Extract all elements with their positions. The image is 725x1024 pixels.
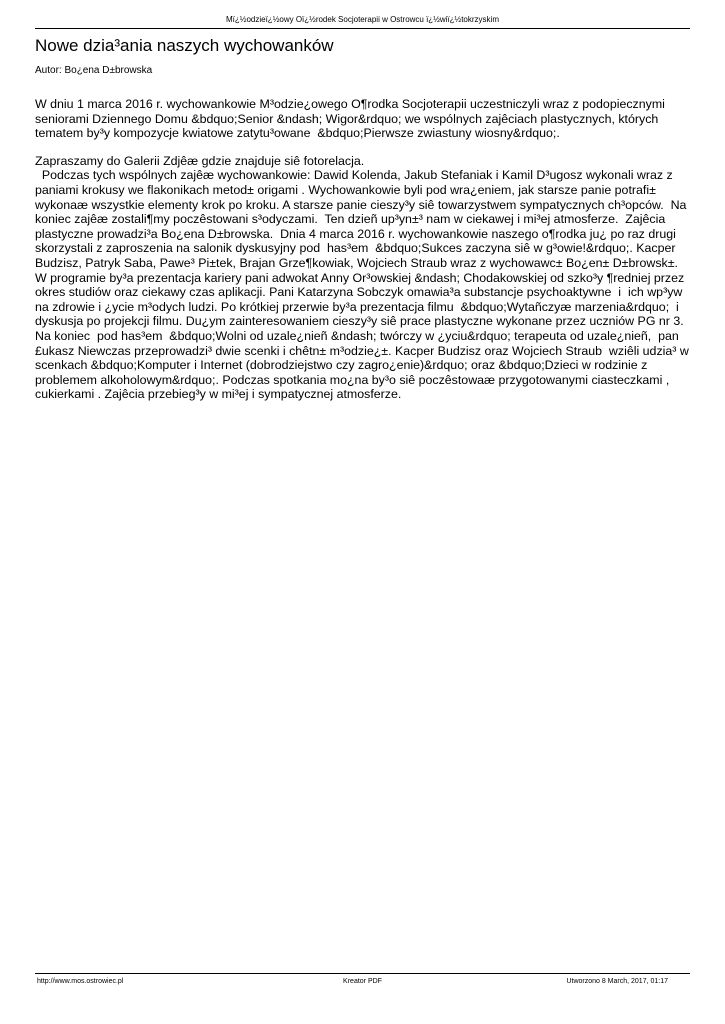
- footer-created-date: Utworzono 8 March, 2017, 01:17: [566, 978, 668, 985]
- footer-generator: Kreator PDF: [343, 978, 382, 985]
- footer-url[interactable]: http://www.mos.ostrowiec.pl: [37, 978, 124, 985]
- footer-divider: [35, 973, 690, 974]
- article-paragraph: Zapraszamy do Galerii Zdjêæ gdzie znajduje siê fotorelacja. Podczas tych wspólnych zajêæ wychowankowie: Dawid Kolenda, Jakub Stefaniak i Kamil D³ugosz wykonali wraz z paniami krokusy we flakonikach metod± origami . Wychowankowie byli pod wra¿eniem, jak starsze panie potrafi± wykonaæ wszystkie elementy krok po kroku. A starsze panie cieszy³y siê towarzystwem sympatycznych ch³opców. Na koniec zajêæ zostali¶my poczêstowani s³odyczami. Ten dzieñ up³yn±³ nam w ciekawej i mi³ej atmosferze. Zajêcia plastyczne prowadzi³a Bo¿ena D±browska. Dnia 4 marca 2016 r. wychowankowie naszego o¶rodka ju¿ po raz drugi skorzystali z zaproszenia na salonik dyskusyjny pod has³em &bdquo;Sukces zaczyna siê w g³owie!&rdquo;. Kacper Budzisz, Patryk Saba, Pawe³ Pi±tek, Brajan Grze¶kowiak, Wojciech Straub wraz z wychowawc± Bo¿en± D±browsk±. W programie by³a prezentacja kariery pani adwokat Anny Or³owskiej &ndash; Chodakowskiej od szko³y ¶redniej przez okres studiów oraz ciekawy czas aplikacji. Pani Katarzyna Sobczyk omawia³a substancje psychoaktywne i ich wp³yw na zdrowie i ¿ycie m³odych ludzi. Po krótkiej przerwie by³a prezentacja filmu &bdquo;Wytañczyæ marzenia&rdquo; i dyskusja po projekcji filmu. Du¿ym zainteresowaniem cieszy³y siê prace plastyczne wykonane przez uczniów PG nr 3. Na koniec pod has³em &bdquo;Wolni od uzale¿nieñ &ndash; twórczy w ¿yciu&rdquo; terapeuta od uzale¿nieñ, pan £ukasz Niewczas przeprowadzi³ dwie scenki i chêtn± m³odzie¿±. Kacper Budzisz oraz Wojciech Straub wziêli udzia³ w scenkach &bdquo;Komputer i Internet (dobrodziejstwo czy zagro¿enie)&rdquo; oraz &bdquo;Dzieci w rodzinie z problemem alkoholowym&rdquo;. Podczas spotkania mo¿na by³o siê poczêstowaæ przygotowanymi ciasteczkami , cukierkami . Zajêcia przebieg³y w mi³ej i sympatycznej atmosferze.: [35, 153, 689, 402]
- article-paragraph: W dniu 1 marca 2016 r. wychowankowie M³odzie¿owego O¶rodka Socjoterapii uczestniczyli wraz z podopiecznymi seniorami Dziennego Domu &bdquo;Senior &ndash; Wigor&rdquo; we wspólnych zajêciach plastycznych, których tematem by³y kompozycje kwiatowe zatytu³owane &bdquo;Pierwsze zwiastuny wiosny&rdquo;.: [35, 97, 669, 141]
- page-footer: [35, 977, 690, 987]
- running-header: Mï¿½odzieï¿½owy Oï¿½rodek Socjoterapii w Ostrowcu ï¿½wiï¿½tokrzyskim: [226, 15, 499, 24]
- header-divider: [35, 28, 690, 29]
- article-title: Nowe dzia³ania naszych wychowanków: [35, 36, 334, 55]
- article-author: Autor: Bo¿ena D±browska: [35, 65, 153, 76]
- article-body: [35, 97, 690, 402]
